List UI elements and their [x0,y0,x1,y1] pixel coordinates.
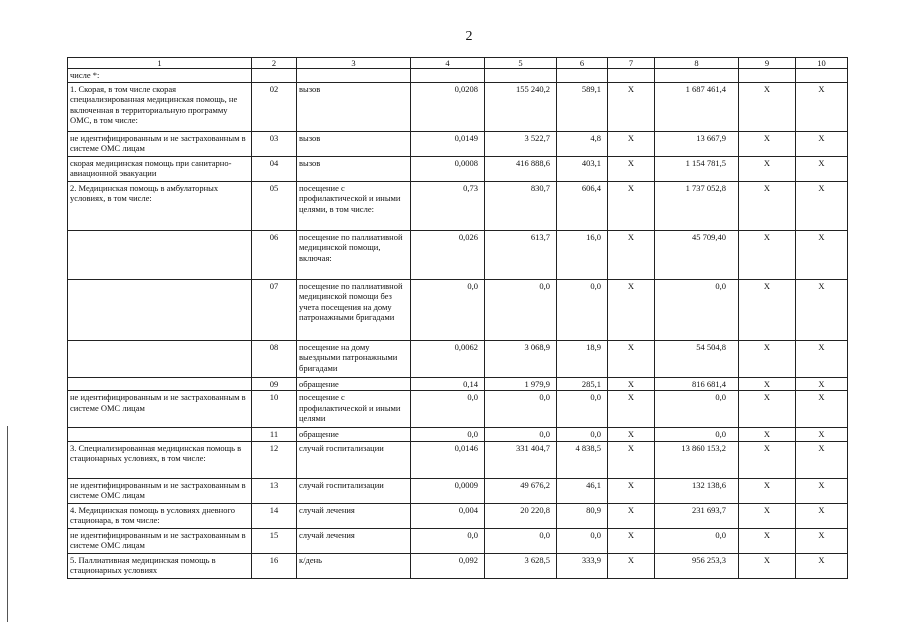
row-name-cell: не идентифицированным и не застрахованным в системе ОМС лицам [68,478,252,503]
value-cell: 155 240,2 [485,82,557,131]
value-cell: Х [739,391,796,428]
value-cell: Х [796,156,848,181]
value-cell: Х [739,82,796,131]
table-row [68,82,848,131]
column-header: 6 [557,58,608,69]
row-name-cell: 4. Медицинская помощь в условиях дневного стационара, в том числе: [68,503,252,528]
table-row [68,131,848,156]
value-cell: 830,7 [485,181,557,230]
value-cell: 0,73 [411,181,485,230]
row-code-cell: 06 [252,230,297,279]
value-cell: Х [739,279,796,340]
value-cell: 1 687 461,4 [655,82,739,131]
column-header: 4 [411,58,485,69]
value-cell: 4 838,5 [557,441,608,478]
value-cell: 13 860 153,2 [655,441,739,478]
row-code-cell: 12 [252,441,297,478]
column-header: 2 [252,58,297,69]
value-cell [655,69,739,83]
column-header: 1 [68,58,252,69]
value-cell: 3 628,5 [485,553,557,578]
row-code-cell: 15 [252,528,297,553]
value-cell: Х [608,553,655,578]
row-name-cell: не идентифицированным и не застрахованным в системе ОМС лицам [68,131,252,156]
value-cell: 285,1 [557,377,608,391]
row-code-cell: 02 [252,82,297,131]
value-cell: Х [608,478,655,503]
value-cell: 403,1 [557,156,608,181]
row-code-cell: 10 [252,391,297,428]
value-cell: 333,9 [557,553,608,578]
value-cell: 80,9 [557,503,608,528]
value-cell: 0,026 [411,230,485,279]
value-cell: 0,14 [411,377,485,391]
value-cell: Х [608,377,655,391]
value-cell: 0,0 [411,279,485,340]
value-cell: 231 693,7 [655,503,739,528]
table-row [68,69,848,83]
value-cell: Х [739,230,796,279]
value-cell: Х [608,230,655,279]
value-cell: 0,092 [411,553,485,578]
table-row [68,503,848,528]
column-header: 9 [739,58,796,69]
unit-cell: вызов [297,82,411,131]
value-cell: Х [739,340,796,377]
value-cell: Х [608,428,655,442]
row-name-cell: не идентифицированным и не застрахованным в системе ОМС лицам [68,391,252,428]
value-cell: Х [739,528,796,553]
row-name-cell: 2. Медицинская помощь в амбулаторных условиях, в том числе: [68,181,252,230]
value-cell: 0,0149 [411,131,485,156]
value-cell: 0,0208 [411,82,485,131]
value-cell: Х [796,230,848,279]
table-row [68,340,848,377]
unit-cell [297,69,411,83]
row-code-cell: 04 [252,156,297,181]
value-cell: 1 979,9 [485,377,557,391]
value-cell: Х [796,553,848,578]
volume-cost-table [67,57,848,579]
value-cell: Х [739,428,796,442]
value-cell: Х [608,131,655,156]
value-cell: 0,0 [485,279,557,340]
row-code-cell: 16 [252,553,297,578]
row-name-cell: 1. Скорая, в том числе скорая специализированная медицинская помощь, не включенная в территориальную программу ОМС, в том числе: [68,82,252,131]
row-name-cell [68,230,252,279]
value-cell [739,69,796,83]
unit-cell: обращение [297,428,411,442]
value-cell: 0,0 [655,428,739,442]
value-cell: Х [608,156,655,181]
column-header: 7 [608,58,655,69]
table-row [68,391,848,428]
value-cell: Х [608,391,655,428]
value-cell: 1 154 781,5 [655,156,739,181]
value-cell: Х [739,553,796,578]
value-cell: 0,0 [411,528,485,553]
value-cell: 606,4 [557,181,608,230]
row-code-cell: 05 [252,181,297,230]
value-cell: Х [739,478,796,503]
value-cell: 0,0062 [411,340,485,377]
row-name-cell [68,377,252,391]
value-cell: Х [796,428,848,442]
column-header: 3 [297,58,411,69]
value-cell: Х [608,279,655,340]
row-code-cell: 07 [252,279,297,340]
value-cell: Х [796,478,848,503]
value-cell: Х [608,528,655,553]
value-cell: Х [739,181,796,230]
row-name-cell [68,340,252,377]
column-header: 8 [655,58,739,69]
value-cell: Х [796,279,848,340]
value-cell: 0,0 [485,428,557,442]
value-cell: 956 253,3 [655,553,739,578]
row-code-cell [252,69,297,83]
value-cell: Х [796,391,848,428]
value-cell: 589,1 [557,82,608,131]
value-cell: 132 138,6 [655,478,739,503]
unit-cell: случай госпитализации [297,478,411,503]
value-cell: Х [739,131,796,156]
unit-cell: посещение с профилактической и иными целями, в том числе: [297,181,411,230]
value-cell: 0,0 [557,391,608,428]
value-cell: 16,0 [557,230,608,279]
unit-cell: обращение [297,377,411,391]
value-cell: Х [796,528,848,553]
value-cell: 0,004 [411,503,485,528]
table-row [68,478,848,503]
value-cell: 3 522,7 [485,131,557,156]
value-cell: Х [796,377,848,391]
value-cell: 0,0 [411,391,485,428]
column-header: 5 [485,58,557,69]
row-code-cell: 09 [252,377,297,391]
value-cell [796,69,848,83]
value-cell: Х [796,82,848,131]
value-cell: 54 504,8 [655,340,739,377]
value-cell: 49 676,2 [485,478,557,503]
value-cell: 0,0 [485,391,557,428]
unit-cell: вызов [297,131,411,156]
value-cell: 20 220,8 [485,503,557,528]
value-cell: 416 888,6 [485,156,557,181]
row-name-cell: скорая медицинская помощь при санитарно-авиационной эвакуации [68,156,252,181]
value-cell: Х [608,441,655,478]
value-cell: Х [796,131,848,156]
value-cell: 4,8 [557,131,608,156]
table-header-row [68,58,848,69]
value-cell: 0,0 [557,279,608,340]
table-row [68,279,848,340]
value-cell: Х [796,340,848,377]
value-cell: 0,0 [655,279,739,340]
row-name-cell: числе *: [68,69,252,83]
table-row [68,553,848,578]
unit-cell: к/день [297,553,411,578]
row-name-cell: не идентифицированным и не застрахованным в системе ОМС лицам [68,528,252,553]
value-cell: 0,0008 [411,156,485,181]
value-cell: 0,0146 [411,441,485,478]
value-cell: Х [739,503,796,528]
value-cell: Х [739,156,796,181]
value-cell: Х [796,181,848,230]
value-cell: Х [796,441,848,478]
row-code-cell: 14 [252,503,297,528]
table-row [68,156,848,181]
value-cell: 13 667,9 [655,131,739,156]
value-cell: Х [608,503,655,528]
value-cell: Х [608,82,655,131]
unit-cell: случай лечения [297,528,411,553]
table-row [68,230,848,279]
value-cell: 18,9 [557,340,608,377]
row-code-cell: 03 [252,131,297,156]
value-cell: Х [739,441,796,478]
value-cell: Х [796,503,848,528]
value-cell: 45 709,40 [655,230,739,279]
unit-cell: вызов [297,156,411,181]
unit-cell: случай лечения [297,503,411,528]
row-name-cell [68,279,252,340]
value-cell [485,69,557,83]
value-cell: Х [608,340,655,377]
unit-cell: посещение с профилактической и иными целями [297,391,411,428]
value-cell [411,69,485,83]
row-code-cell: 08 [252,340,297,377]
table-row [68,428,848,442]
value-cell: 0,0 [655,528,739,553]
row-name-cell: 3. Специализированная медицинская помощь в стационарных условиях, в том числе: [68,441,252,478]
row-name-cell [68,428,252,442]
value-cell: 816 681,4 [655,377,739,391]
table-row [68,528,848,553]
unit-cell: случай госпитализации [297,441,411,478]
value-cell: 46,1 [557,478,608,503]
value-cell: 1 737 052,8 [655,181,739,230]
row-code-cell: 13 [252,478,297,503]
unit-cell: посещение по паллиативной медицинской помощи, включая: [297,230,411,279]
value-cell: 613,7 [485,230,557,279]
value-cell: 0,0 [557,428,608,442]
table-row [68,377,848,391]
value-cell: 0,0 [655,391,739,428]
column-header: 10 [796,58,848,69]
row-name-cell: 5. Паллиативная медицинская помощь в стационарных условиях [68,553,252,578]
value-cell [608,69,655,83]
value-cell: 0,0 [557,528,608,553]
table-row [68,441,848,478]
page-number: 2 [465,29,473,44]
scan-edge-line [7,426,8,622]
value-cell: 331 404,7 [485,441,557,478]
value-cell: Х [739,377,796,391]
table-row [68,181,848,230]
value-cell: 3 068,9 [485,340,557,377]
unit-cell: посещение по паллиативной медицинской помощи без учета посещения на дому патронажными бригадами [297,279,411,340]
value-cell: 0,0 [411,428,485,442]
row-code-cell: 11 [252,428,297,442]
unit-cell: посещение на дому выездными патронажными бригадами [297,340,411,377]
value-cell: 0,0009 [411,478,485,503]
value-cell: Х [608,181,655,230]
value-cell [557,69,608,83]
value-cell: 0,0 [485,528,557,553]
